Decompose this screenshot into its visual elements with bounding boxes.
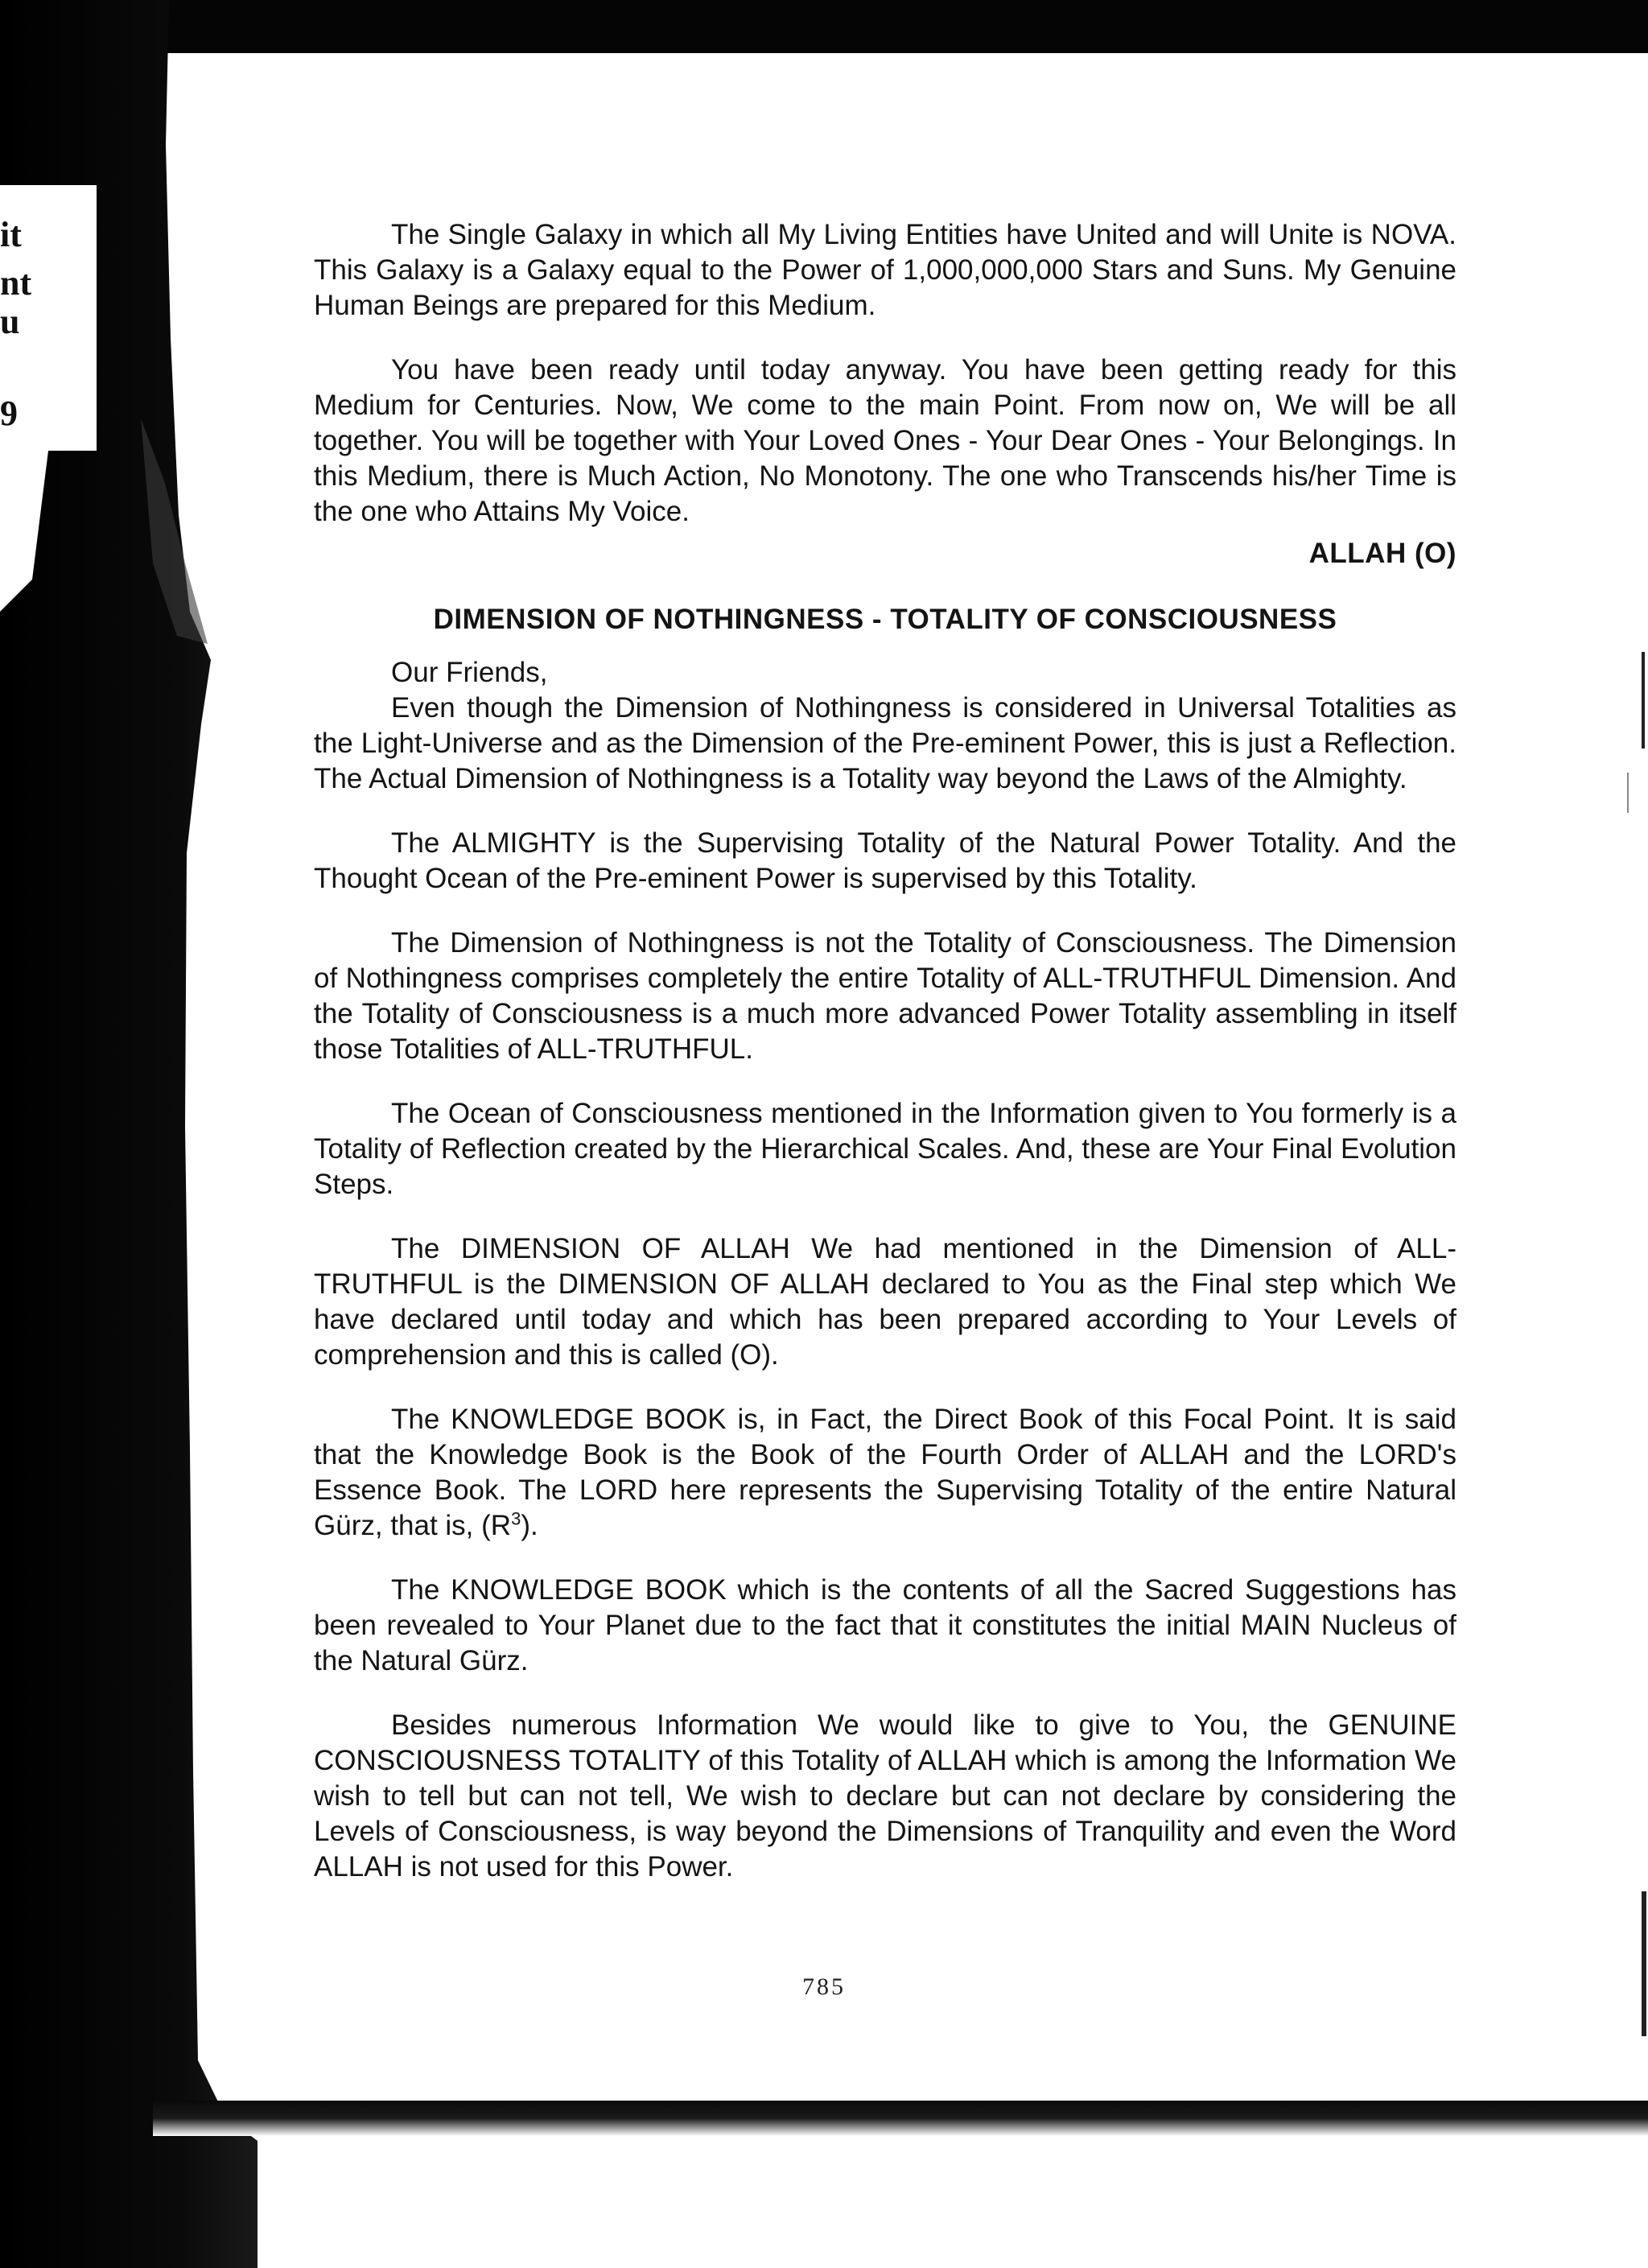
scan-right-edge-mark [1642,1891,1646,2036]
paragraph-text: ). [521,1510,538,1541]
margin-bleed-text-4: 9 [0,394,18,433]
salutation: Our Friends, [391,657,548,688]
paragraph: The KNOWLEDGE BOOK which is the contents of all the Sacred Suggestions has been revealed to Your Planet due to the fact that it constitutes the initial MAIN Nucleus of the Natural Gürz. [314,1574,1456,1676]
paragraph: The ALMIGHTY is the Supervising Totality of the Natural Power Totality. And the Thought Ocean of the Pre-eminent Power is supervised by this Totality. [314,827,1456,894]
margin-bleed-text-2: nt [0,263,32,303]
superscript: 3 [511,1508,521,1529]
margin-bleed-text-3: u [0,302,20,341]
signature: ALLAH (O) [1308,538,1456,569]
binding-shadow [0,0,258,2268]
paragraph: The Ocean of Consciousness mentioned in the Information given to You formerly is a Totality of Reflection created by the Hierarchical Scales. And, these are Your Final Evolution Steps. [314,1098,1456,1200]
page-number: 785 [802,1973,846,2000]
scan-right-edge-mark [1627,773,1629,813]
margin-bleed-text-1: it [0,215,22,254]
scan-bottom-border [153,2101,1648,2136]
section-heading: DIMENSION OF NOTHINGNESS - TOTALITY OF CONSCIOUSNESS [433,604,1337,635]
paragraph-text: The KNOWLEDGE BOOK is, in Fact, the Direct Book of this Focal Point. It is said that the Knowledge Book is the Book of the Fourth Order of ALLAH and the LORD's Essence Book. The LORD here represents the Supervising Totality of the entire Natural Gürz, that is, (R [314,1404,1456,1541]
page-body [314,217,1456,1914]
paragraph: The Single Galaxy in which all My Living Entities have United and will Unite is NOVA. This Galaxy is a Galaxy equal to the Power of 1,000,000,000 Stars and Suns. My Genuine Human Beings are prepared for this Medium. [314,219,1456,321]
paragraph-knowledge-book [314,1402,1456,1544]
paragraph: Besides numerous Information We would like to give to You, the GENUINE CONSCIOUSNESS TOTALITY of this Totality of ALLAH which is among the Information We wish to tell but can not tell, We wish to declare but can not declare by considering the Levels of Consciousness, is way beyond the Dimensions of Tranquility and even the Word ALLAH is not used for this Power. [314,1709,1456,1882]
paragraph: Even though the Dimension of Nothingness is considered in Universal Totalities as the Light-Universe and as the Dimension of the Pre-eminent Power, this is just a Reflection. The Actual Dimension of Nothingness is a Totality way beyond the Laws of the Almighty. [314,692,1456,794]
paragraph: The DIMENSION OF ALLAH We had mentioned in the Dimension of ALL-TRUTHFUL is the DIMENSION OF ALLAH declared to You as the Final step which We have declared until today and which has been prepared according to Your Levels of comprehension and this is called (O). [314,1233,1456,1371]
paragraph: You have been ready until today anyway. You have been getting ready for this Medium for Centuries. Now, We come to the main Point. From now on, We will be all together. You will be together with Your Loved Ones - Your Dear Ones - Your Belongings. In this Medium, there is Much Action, No Monotony. The one who Transcends his/her Time is the one who Attains My Voice. [314,354,1456,527]
paragraph: The Dimension of Nothingness is not the Totality of Consciousness. The Dimension of Nothingness comprises completely the entire Totality of ALL-TRUTHFUL Dimension. And the Totality of Consciousness is a much more advanced Power Totality assembling in itself those Totalities of ALL-TRUTHFUL. [314,927,1456,1065]
scan-right-edge-mark [1642,652,1645,748]
